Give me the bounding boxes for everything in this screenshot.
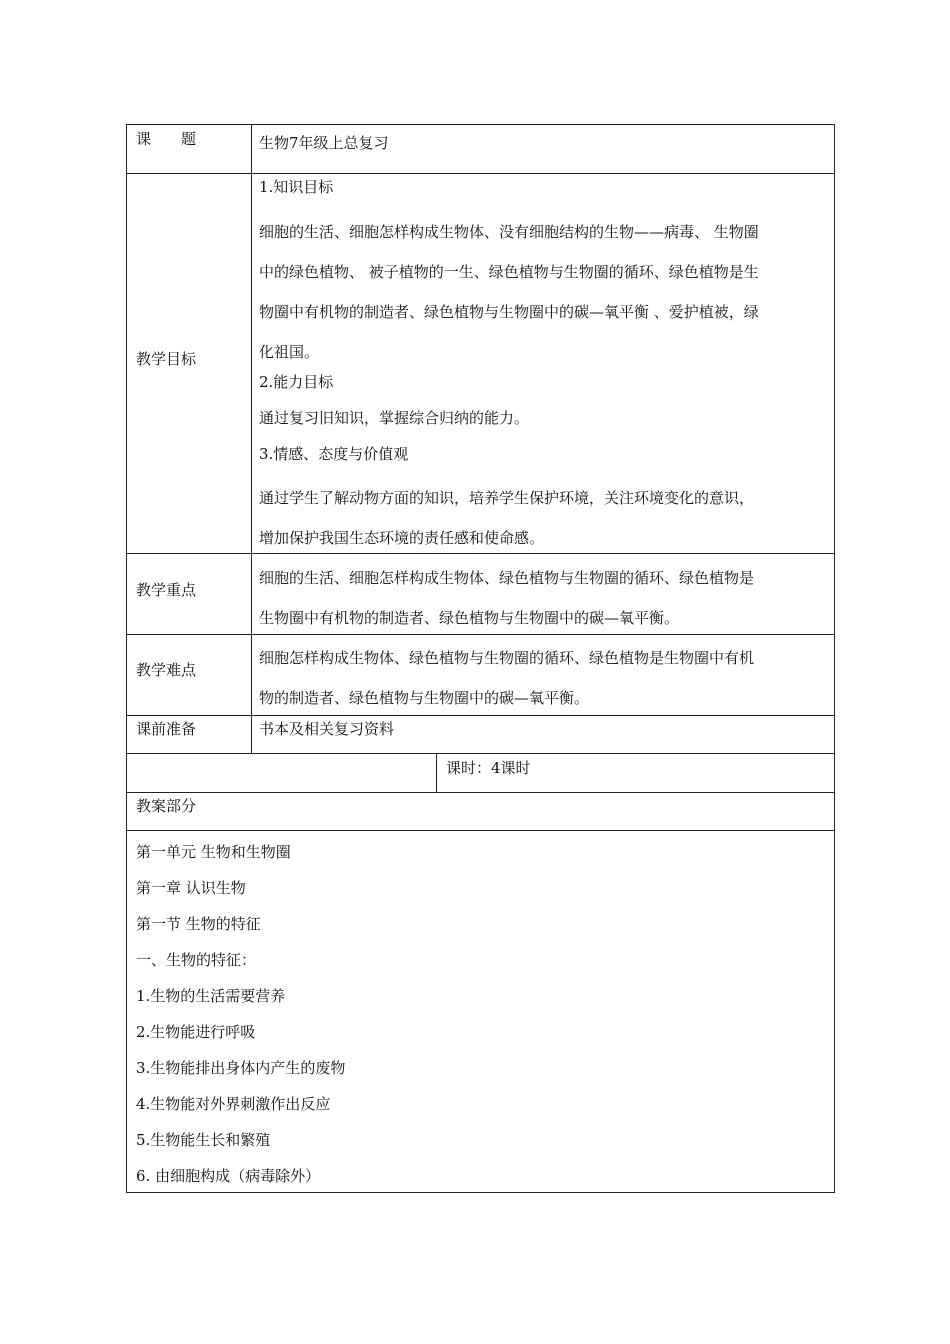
text-line: 物的制造者、绿色植物与生物圈中的碳—氧平衡。 [259,689,590,707]
list-item: 3.生物能排出身体内产生的废物 [136,1059,346,1077]
row-divider [126,830,835,831]
hours-cell-divider [436,753,437,792]
key-points-text [259,558,754,638]
topic-label: 课 题 [136,130,197,148]
subsection-heading: 一、生物的特征： [136,951,257,969]
list-item: 1.生物的生活需要营养 [136,987,286,1005]
topic-value: 生物7年级上总复习 [259,134,389,152]
key-points-label: 教学重点 [136,581,197,599]
text-line: 增加保护我国生态环境的责任感和使命感。 [259,529,545,547]
list-item: 6. 由细胞构成（病毒除外） [136,1167,321,1185]
lesson-content [136,834,345,1194]
list-item: 2.生物能进行呼吸 [136,1023,256,1041]
attitude-objective-text [259,478,754,558]
section-heading: 第一节 生物的特征 [136,915,261,933]
chapter-heading: 第一章 认识生物 [136,879,246,897]
text-line: 通过学生了解动物方面的知识，培养学生保护环境，关注环境变化的意识， [259,489,755,507]
class-hours: 课时：4课时 [446,759,531,777]
lesson-plan-header: 教案部分 [136,797,197,815]
list-item: 5.生物能生长和繁殖 [136,1131,271,1149]
text-line: 细胞的生活、细胞怎样构成生物体、绿色植物与生物圈的循环、绿色植物是 [259,569,755,587]
ability-objective-text: 通过复习旧知识，掌握综合归纳的能力。 [259,409,530,427]
label-column-divider [251,124,252,754]
knowledge-objective-heading: 1.知识目标 [259,178,334,196]
text-line: 细胞的生活、细胞怎样构成生物体、没有细胞结构的生物——病毒、 生物圈 [259,223,759,241]
row-divider [126,792,835,793]
ability-objective-heading: 2.能力目标 [259,373,334,391]
knowledge-objective-text [259,212,759,372]
text-line: 物圈中有机物的制造者、绿色植物与生物圈中的碳—氧平衡 、爱护植被，绿 [259,303,759,321]
row-divider [126,753,835,754]
text-line: 化祖国。 [259,343,320,361]
text-line: 细胞怎样构成生物体、绿色植物与生物圈的循环、绿色植物是生物圈中有机 [259,649,755,667]
text-line: 中的绿色植物、 被子植物的一生、绿色植物与生物圈的循环、绿色植物是生 [259,263,759,281]
difficulties-text [259,638,754,718]
unit-heading: 第一单元 生物和生物圈 [136,843,291,861]
preparation-label: 课前准备 [136,720,197,738]
list-item: 4.生物能对外界刺激作出反应 [136,1095,331,1113]
text-line: 生物圈中有机物的制造者、绿色植物与生物圈中的碳—氧平衡。 [259,609,680,627]
difficulties-label: 教学难点 [136,661,197,679]
attitude-objective-heading: 3.情感、态度与价值观 [259,445,409,463]
objectives-label: 教学目标 [136,350,197,368]
row-divider [126,173,835,174]
preparation-value: 书本及相关复习资料 [259,720,395,738]
